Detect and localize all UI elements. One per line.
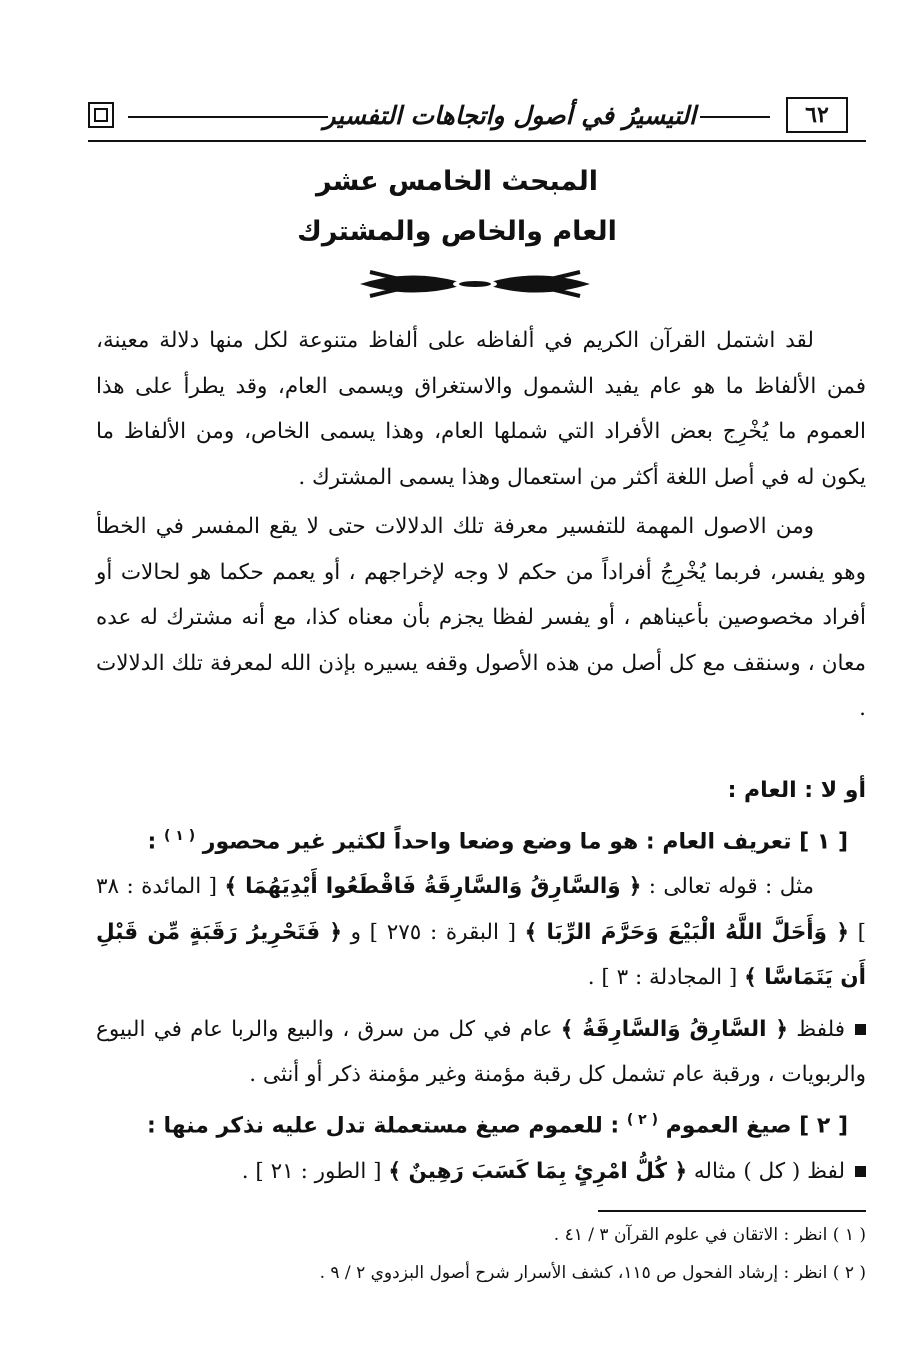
- forms-line: [96, 1098, 866, 1149]
- section-heading: أو لا : العام :: [727, 778, 866, 803]
- running-title: التيسيرُ في أصول واتجاهات التفسير: [323, 101, 696, 130]
- verse-1-ref: [ المائدة : ٣٨ ]: [96, 874, 866, 945]
- footnote-2: ( ٢ ) انظر : إرشاد الفحول ص ١١٥، كشف الأسرار شرح أصول البزدوي ٢ / ٩ .: [319, 1263, 866, 1283]
- definition-label: [ ١ ] تعريف العام :: [645, 828, 848, 854]
- explanation-text: عام في كل من سرق ، والبيع والربا عام في البيوع والربويات ، ورقبة عام تشمل كل رقبة مؤمنة وغير مؤمنة ذكر أو أنثى .: [96, 1016, 866, 1088]
- verse-2-ref: [ البقرة : ٢٧٥ ]: [369, 919, 516, 945]
- intro-text: [96, 318, 866, 732]
- section-general: [96, 768, 866, 1194]
- footnote-1: ( ١ ) انظر : الاتقان في علوم القرآن ٣ / ٤١ .: [553, 1225, 866, 1245]
- verse-1: ﴿ وَالسَّارِقُ وَالسَّارِقَةُ فَاقْطَعُوا أَيْدِيَهُمَا ﴾: [224, 874, 642, 900]
- chapter-heading: المبحث الخامس عشر: [316, 166, 598, 197]
- explanation-paragraph: [96, 1007, 866, 1098]
- header-rule-left: [128, 116, 328, 118]
- example-intro: مثل : قوله تعالى :: [648, 874, 814, 900]
- explanation-prefix: فلفظ: [796, 1016, 845, 1042]
- forms-item-verse: ﴿ كُلُّ امْرِئٍ بِمَا كَسَبَ رَهِينٌ ﴾: [388, 1158, 688, 1184]
- verse-2: ﴿ وَأَحَلَّ اللَّهُ الْبَيْعَ وَحَرَّمَ الرِّبَا ﴾: [524, 919, 849, 945]
- divider-ornament-icon: [350, 264, 600, 304]
- examples-paragraph: [96, 864, 866, 1001]
- verse-3-ref: [ المجادلة : ٣ ] .: [587, 965, 738, 991]
- header-rule-right: [700, 116, 770, 118]
- forms-item: [96, 1149, 866, 1195]
- paragraph-1: لقد اشتمل القرآن الكريم في ألفاظه على ألفاظ متنوعة لكل منها دلالة معينة، فمن الألفاظ ما هو عام يفيد الشمول والاستغراق ويسمى العام، وقد يطرأ على هذا العموم ما يُخْرِج بعض الأفراد التي شملها العام، وهذا يسمى الخاص، ومن الألفاظ ما يكون له في أصل اللغة أكثر من استعمال وهذا يسمى المشترك .: [96, 328, 866, 490]
- forms-item-prefix: لفظ ( كل ) مثاله: [693, 1158, 845, 1184]
- bullet-square-icon: [855, 1166, 866, 1177]
- chapter-subheading: العام والخاص والمشترك: [297, 216, 617, 247]
- page-number: ٦٢: [786, 97, 848, 133]
- conjunction: و: [350, 919, 361, 945]
- footnote-ref-2: ( ٢ ): [626, 1111, 658, 1128]
- paragraph-2: ومن الاصول المهمة للتفسير معرفة تلك الدلالات حتى لا يقع المفسر في الخطأ وهو يفسر، فربما يُخْرِجُ أفراداً من حكم لا وجه لإخراجهم ، أو يعمم حكما هو لحالات أو أفراد مخصوصين بأعيناهم ، أو يفسر لفظا يجزم بأن معناه كذا، مع أنه مشترك له عده معان ، وسنقف مع كل أصل من هذه الأصول وقفه يسيره بإذن الله لمعرفة تلك الدلالات .: [96, 514, 866, 721]
- corner-ornament-icon: [88, 102, 114, 128]
- forms-text: : للعموم صيغ مستعملة تدل عليه نذكر منها :: [147, 1113, 620, 1139]
- verse-3: ﴿ فَتَحْرِيرُ رَقَبَةٍ مِّن قَبْلِ أَن يَتَمَاسَّا ﴾: [96, 919, 866, 991]
- forms-label: [ ٢ ] صيغ العموم: [665, 1113, 848, 1139]
- footnote-ref-1: ( ١ ): [164, 827, 196, 844]
- forms-item-ref: [ الطور : ٢١ ] .: [241, 1158, 382, 1184]
- footnotes: [96, 1216, 866, 1292]
- footnote-rule: [598, 1210, 866, 1212]
- header-bottom-rule: [88, 140, 866, 142]
- explanation-verse: ﴿ السَّارِقُ وَالسَّارِقَةُ ﴾: [560, 1016, 789, 1042]
- definition-end: :: [147, 828, 165, 854]
- running-header: [88, 94, 866, 144]
- page-number-frame: [770, 94, 866, 138]
- definition-text: هو ما وضع وضعا واحداً لكثير غير محصور: [202, 828, 639, 854]
- bullet-square-icon: [855, 1024, 866, 1035]
- definition-line: [96, 814, 866, 865]
